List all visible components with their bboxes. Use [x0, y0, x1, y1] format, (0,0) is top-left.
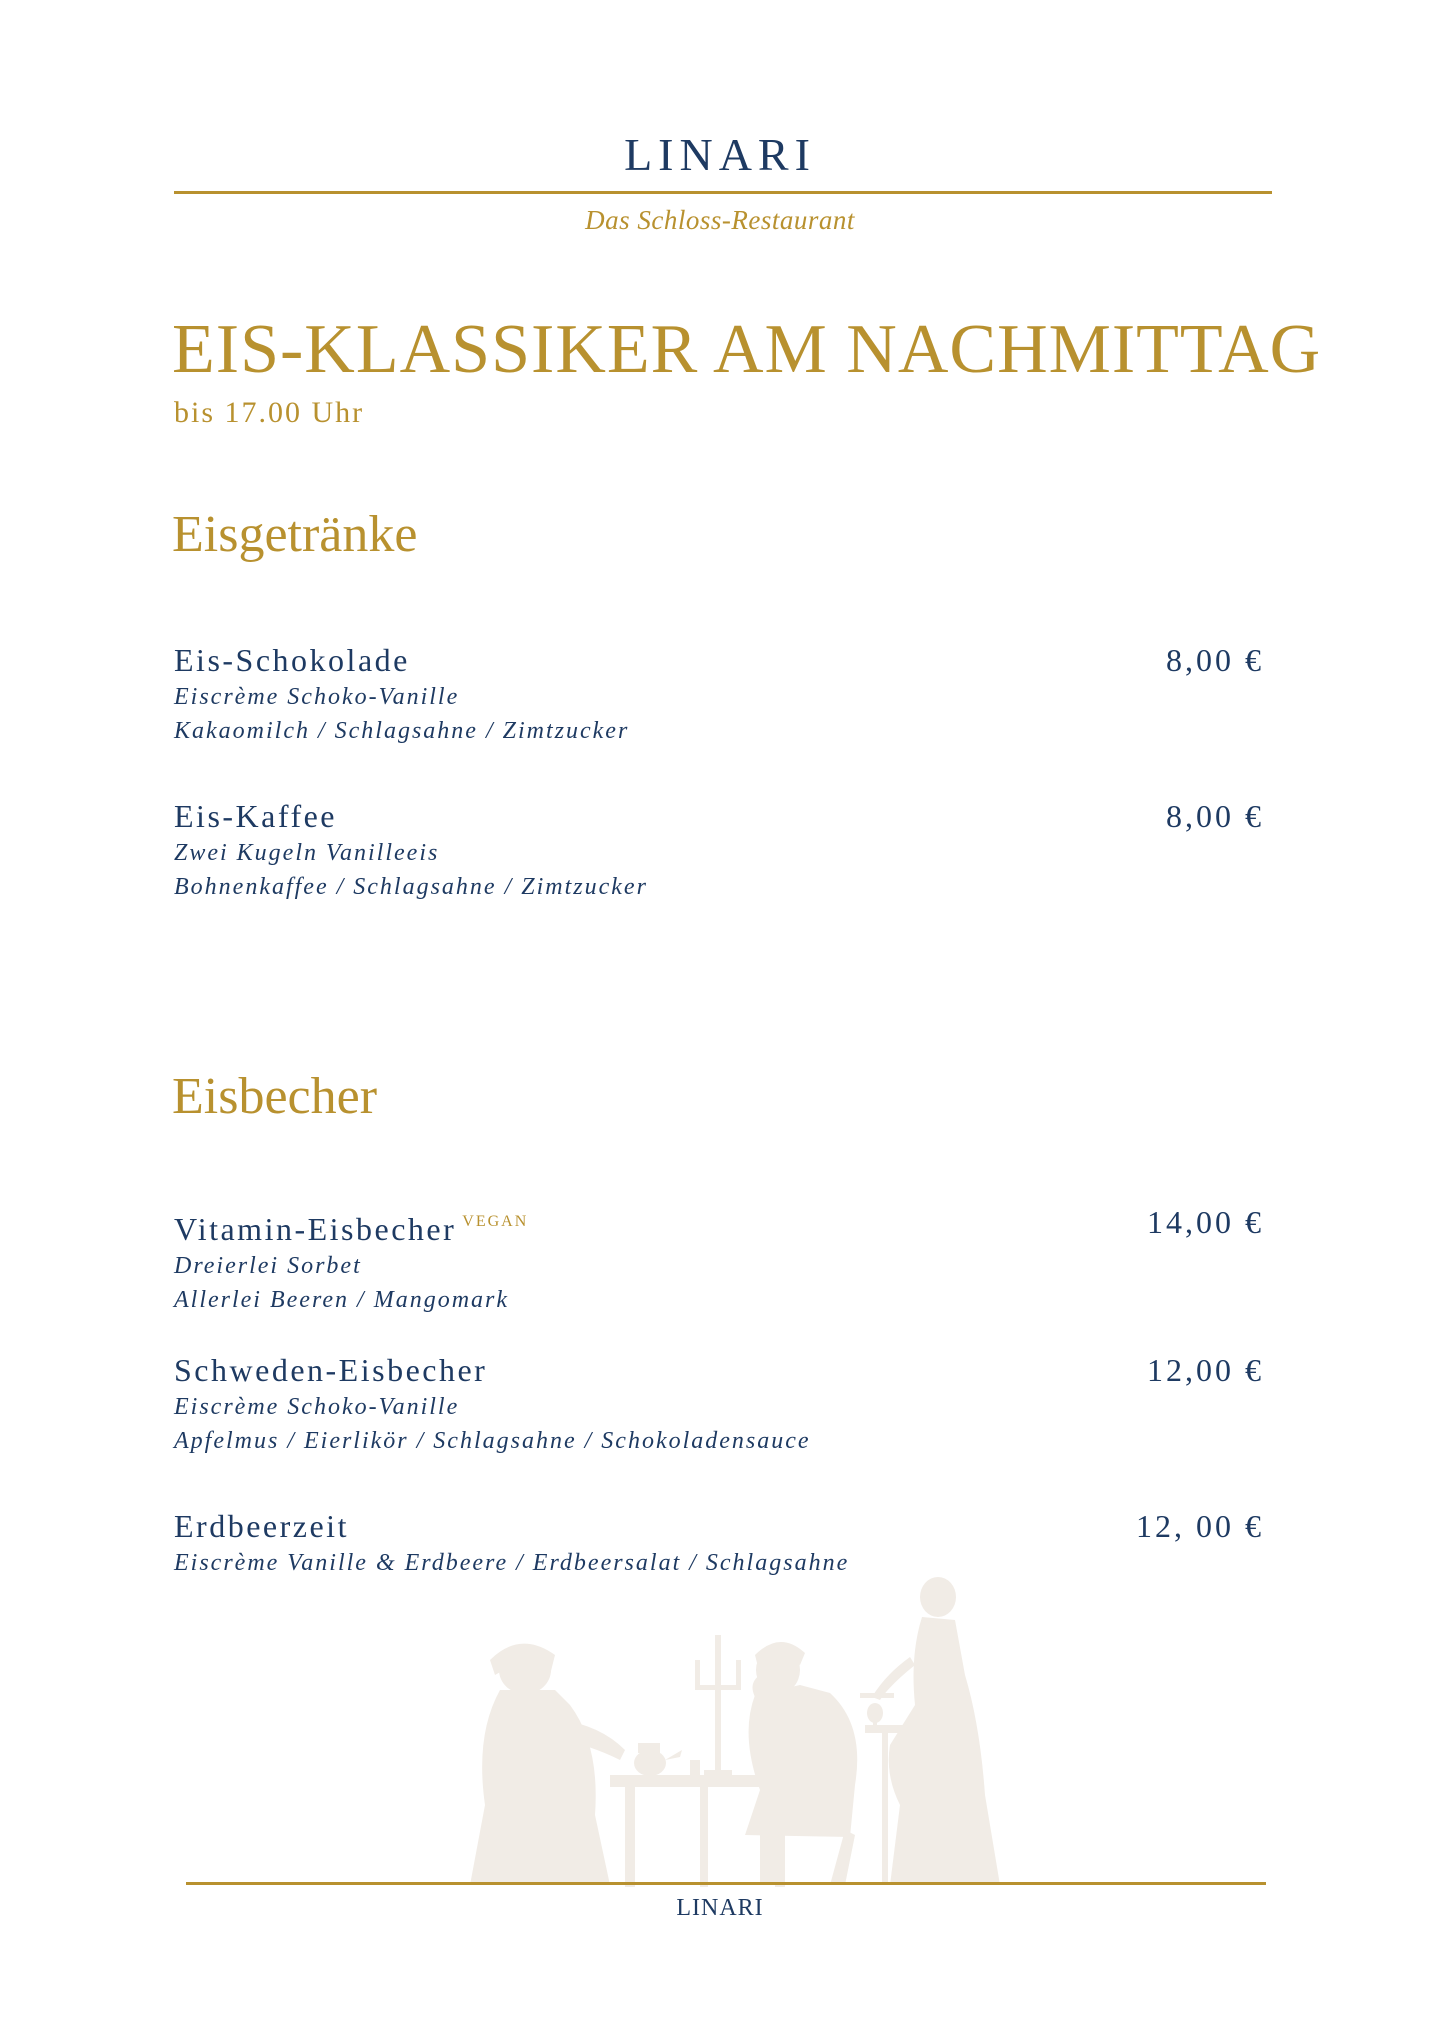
page-title: EIS-KLASSIKER AM NACHMITTAG — [172, 311, 1322, 388]
section-heading-eisbecher: Eisbecher — [172, 1068, 378, 1125]
footer-brand: LINARI — [676, 1895, 764, 1921]
menu-item-eis-kaffee — [174, 796, 1264, 904]
item-description: Apfelmus / Eierlikör / Schlagsahne / Schokoladensauce — [174, 1428, 811, 1454]
menu-item-erdbeerzeit — [174, 1506, 1264, 1580]
item-price: 12,00 € — [1147, 1352, 1264, 1388]
item-description: Allerlei Beeren / Mangomark — [174, 1287, 510, 1313]
item-price: 12, 00 € — [1136, 1508, 1264, 1544]
menu-item-vitamin-eisbecher — [174, 1202, 1264, 1317]
item-description: Dreierlei Sorbet — [174, 1253, 362, 1279]
item-price: 8,00 € — [1166, 798, 1264, 834]
brand-subtitle: Das Schloss-Restaurant — [585, 205, 855, 235]
dining-scene-silhouette-icon — [460, 1575, 1020, 1905]
item-name — [174, 1202, 1264, 1249]
item-name: Eis-Schokolade — [174, 642, 410, 678]
item-name: Erdbeerzeit — [174, 1508, 349, 1544]
item-name-text: Vitamin-Eisbecher — [174, 1211, 457, 1247]
item-price: 14,00 € — [1147, 1204, 1264, 1240]
item-name: Eis-Kaffee — [174, 798, 337, 834]
item-description: Kakaomilch / Schlagsahne / Zimtzucker — [174, 718, 630, 744]
brand-name: LINARI — [624, 129, 816, 180]
page-subtitle: bis 17.00 Uhr — [174, 396, 365, 429]
item-description: Eiscrème Vanille & Erdbeere / Erdbeersalat / Schlagsahne — [174, 1550, 850, 1576]
item-name: Schweden-Eisbecher — [174, 1352, 488, 1388]
item-description: Bohnenkaffee / Schlagsahne / Zimtzucker — [174, 874, 648, 900]
header-divider — [174, 191, 1272, 194]
item-description: Eiscrème Schoko-Vanille — [174, 1394, 460, 1420]
item-description: Eiscrème Schoko-Vanille — [174, 684, 460, 710]
item-description: Zwei Kugeln Vanilleeis — [174, 840, 440, 866]
section-heading-eisgetraenke: Eisgetränke — [172, 506, 418, 563]
menu-item-schweden-eisbecher — [174, 1350, 1264, 1458]
footer-divider — [186, 1882, 1266, 1885]
menu-item-eis-schokolade — [174, 640, 1264, 748]
vegan-badge: VEGAN — [462, 1213, 529, 1230]
item-price: 8,00 € — [1166, 642, 1264, 678]
